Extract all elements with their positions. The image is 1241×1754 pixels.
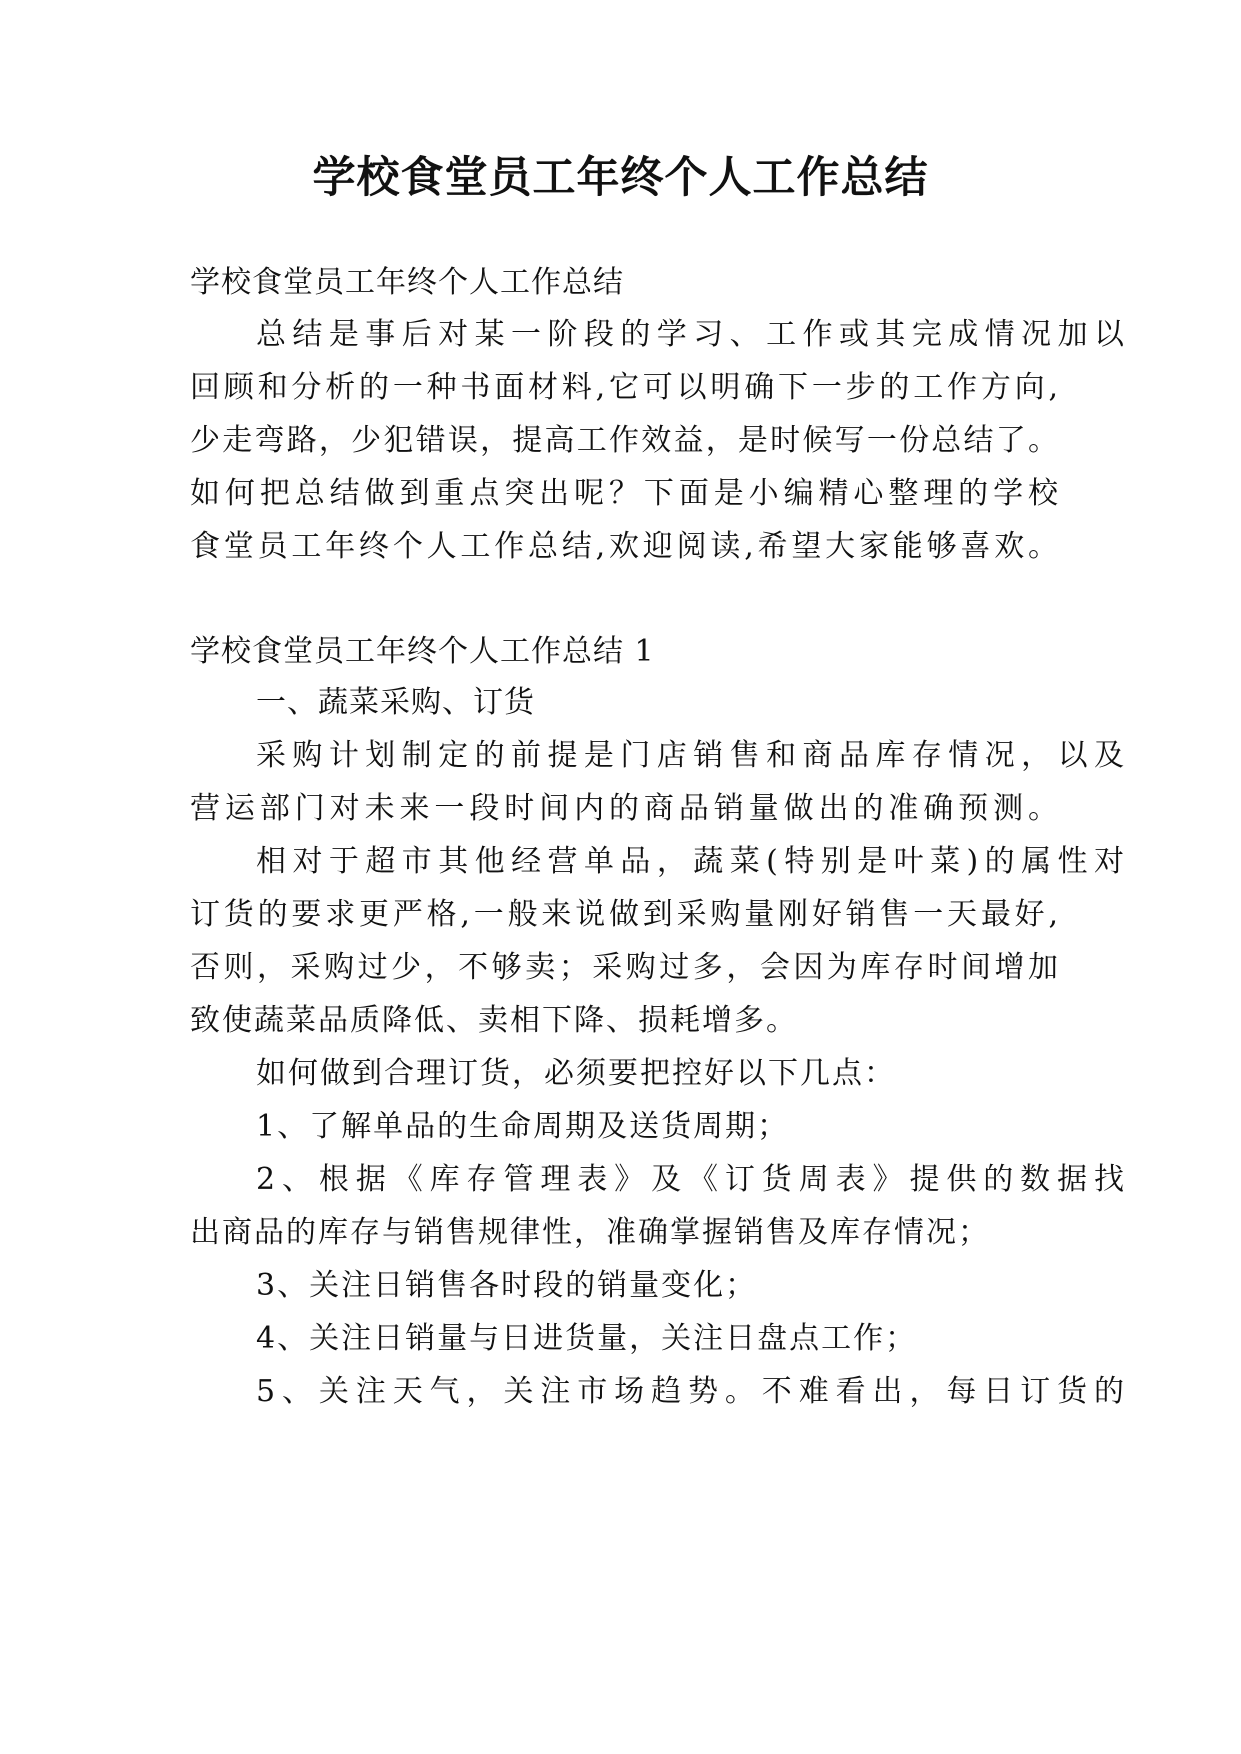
paragraph-line: 食堂员工年终个人工作总结,欢迎阅读,希望大家能够喜欢。 [190, 529, 1060, 564]
list-item: 5、关注天气，关注市场趋势。不难看出，每日订货的 [256, 1374, 1126, 1409]
list-item: 3、关注日销售各时段的销量变化； [256, 1268, 758, 1303]
subsection-heading: 一、蔬菜采购、订货 [256, 685, 535, 720]
paragraph-line: 订货的要求更严格,一般来说做到采购量刚好销售一天最好, [190, 897, 1060, 932]
paragraph-line: 否则，采购过少，不够卖；采购过多，会因为库存时间增加 [190, 950, 1060, 985]
paragraph-line: 少走弯路，少犯错误，提高工作效益，是时候写一份总结了。 [190, 423, 1060, 458]
paragraph-line: 出商品的库存与销售规律性，准确掌握销售及库存情况； [190, 1215, 990, 1250]
paragraph-line: 采购计划制定的前提是门店销售和商品库存情况，以及 [256, 738, 1126, 773]
paragraph-line: 总结是事后对某一阶段的学习、工作或其完成情况加以 [256, 317, 1126, 352]
paragraph-line: 如何做到合理订货，必须要把控好以下几点： [256, 1056, 896, 1091]
paragraph-line: 营运部门对未来一段时间内的商品销量做出的准确预测。 [190, 791, 1060, 826]
intro-heading: 学校食堂员工年终个人工作总结 [190, 265, 624, 300]
paragraph-line: 相对于超市其他经营单品，蔬菜(特别是叶菜)的属性对 [256, 844, 1126, 879]
section-heading: 学校食堂员工年终个人工作总结 1 [190, 634, 655, 669]
list-item: 2、根据《库存管理表》及《订货周表》提供的数据找 [256, 1162, 1126, 1197]
list-item: 4、关注日销量与日进货量，关注日盘点工作； [256, 1321, 918, 1356]
paragraph-line: 致使蔬菜品质降低、卖相下降、损耗增多。 [190, 1003, 798, 1038]
paragraph-line: 回顾和分析的一种书面材料,它可以明确下一步的工作方向, [190, 370, 1060, 405]
document-title: 学校食堂员工年终个人工作总结 [312, 153, 929, 203]
list-item: 1、了解单品的生命周期及送货周期； [256, 1109, 790, 1144]
paragraph-line: 如何把总结做到重点突出呢？下面是小编精心整理的学校 [190, 476, 1060, 511]
